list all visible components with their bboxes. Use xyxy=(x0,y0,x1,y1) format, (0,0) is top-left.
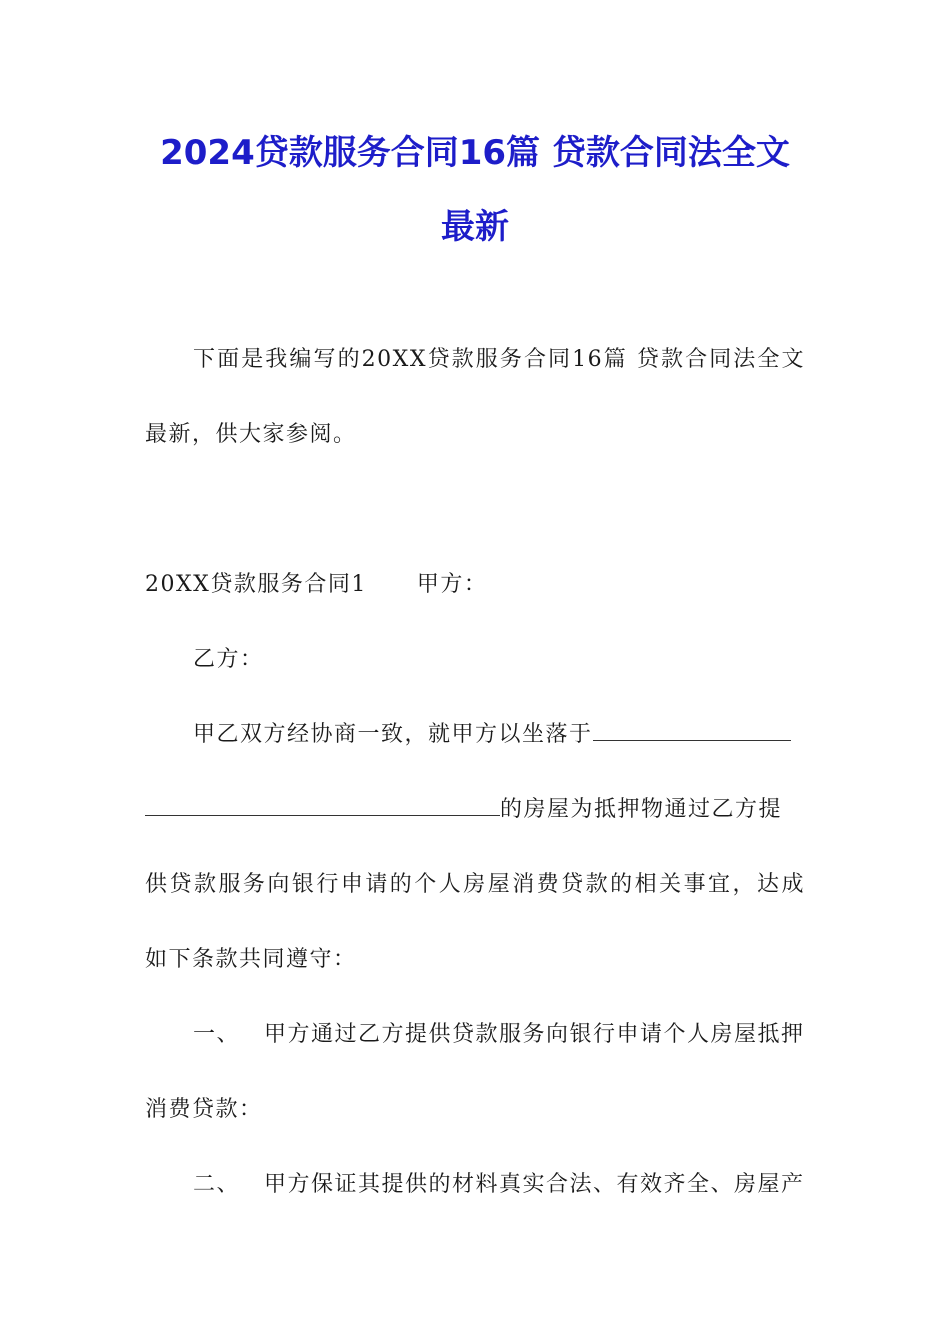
body-row-1 xyxy=(193,720,805,750)
intro-line-2: 最新，供大家参阅。 xyxy=(145,422,357,447)
location-blank-1[interactable] xyxy=(593,720,791,741)
clause-2-number: 二、 xyxy=(193,1172,241,1197)
clause-2-row xyxy=(193,1170,805,1200)
body-row-2 xyxy=(145,795,805,825)
party-b-label: 乙方： xyxy=(193,647,264,672)
location-blank-2[interactable] xyxy=(145,795,500,816)
clause-1-line-2: 消费贷款： xyxy=(145,1097,263,1122)
contract-heading-row xyxy=(145,570,805,600)
body-line-2: 的房屋为抵押物通过乙方提 xyxy=(500,797,783,822)
body-line-3: 供贷款服务向银行申请的个人房屋消费贷款的相关事宜，达成 xyxy=(145,872,805,897)
clause-1-row xyxy=(193,1020,805,1050)
clause-2-line-1: 甲方保证其提供的材料真实合法、有效齐全、房屋产 xyxy=(264,1172,805,1197)
document-title-line-2: 最新 xyxy=(441,207,509,247)
clause-1-line-1: 甲方通过乙方提供贷款服务向银行申请个人房屋抵押 xyxy=(264,1022,805,1047)
body-line-1: 甲乙双方经协商一致，就甲方以坐落于 xyxy=(193,722,593,747)
body-line-4: 如下条款共同遵守： xyxy=(145,947,357,972)
clause-1-number: 一、 xyxy=(193,1022,241,1047)
party-a-label: 甲方： xyxy=(416,572,488,597)
intro-line-1: 下面是我编写的20XX贷款服务合同16篇 贷款合同法全文 xyxy=(193,347,805,372)
document-title-line-1: 2024贷款服务合同16篇 贷款合同法全文 xyxy=(160,133,790,173)
contract-heading: 20XX贷款服务合同1 xyxy=(145,572,367,597)
